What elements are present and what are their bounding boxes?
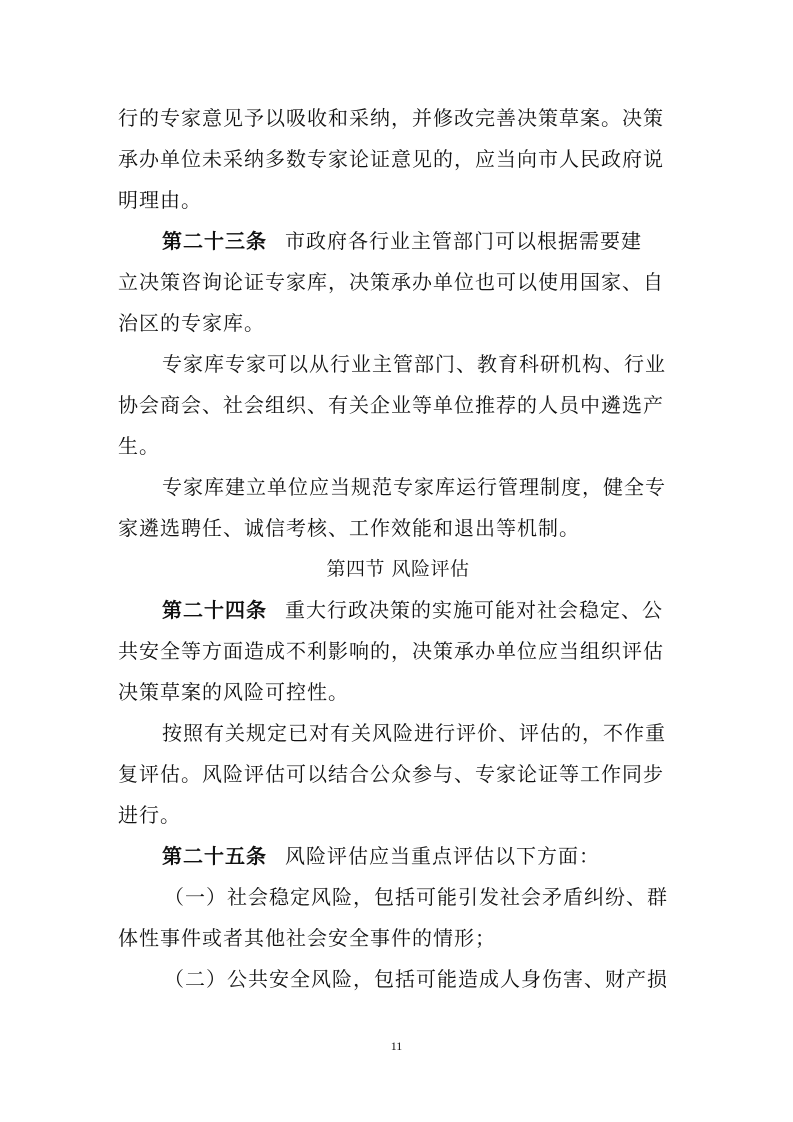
list-item-line: （二）公共安全风险，包括可能造成人身伤害、财产损 (164, 967, 668, 991)
article-25-line: 第二十五条 风险评估应当重点评估以下方面： (162, 844, 600, 868)
body-line: 体性事件或者其他社会安全事件的情形； (118, 926, 496, 950)
body-line: 行的专家意见予以吸收和采纳，并修改完善决策草案。决策 (118, 106, 664, 130)
list-item-line: （一）社会稳定风险，包括可能引发社会矛盾纠纷、群 (164, 885, 668, 909)
body-line: 明理由。 (118, 188, 202, 212)
body-line: 进行。 (118, 803, 181, 827)
body-line: 立决策咨询论证专家库，决策承办单位也可以使用国家、自 (118, 270, 664, 294)
body-line: 家遴选聘任、诚信考核、工作效能和退出等机制。 (118, 516, 580, 540)
article-24-line: 第二十四条 重大行政决策的实施可能对社会稳定、公 (162, 598, 663, 622)
body-line: 决策草案的风险可控性。 (118, 680, 349, 704)
body-line: 生。 (118, 434, 160, 458)
page-number: 11 (390, 1039, 403, 1053)
paragraph-start-line: 专家库建立单位应当规范专家库运行管理制度，健全专 (162, 475, 666, 499)
article-heading: 第二十五条 (162, 844, 267, 868)
body-line: 治区的专家库。 (118, 311, 265, 335)
body-line: 承办单位未采纳多数专家论证意见的，应当向市人民政府说 (118, 147, 664, 171)
section-title: 第四节 风险评估 (326, 558, 470, 580)
paragraph-start-line: 按照有关规定已对有关风险进行评价、评估的，不作重 (162, 721, 666, 745)
paragraph-start-line: 专家库专家可以从行业主管部门、教育科研机构、行业 (162, 352, 666, 376)
body-line: 复评估。风险评估可以结合公众参与、专家论证等工作同步 (118, 762, 664, 786)
article-heading: 第二十四条 (162, 598, 267, 622)
document-body (118, 98, 678, 1000)
article-23-line: 第二十三条 市政府各行业主管部门可以根据需要建 (162, 229, 642, 253)
article-heading: 第二十三条 (162, 229, 267, 253)
body-line: 协会商会、社会组织、有关企业等单位推荐的人员中遴选产 (118, 393, 664, 417)
body-line: 共安全等方面造成不利影响的，决策承办单位应当组织评估 (118, 639, 664, 663)
